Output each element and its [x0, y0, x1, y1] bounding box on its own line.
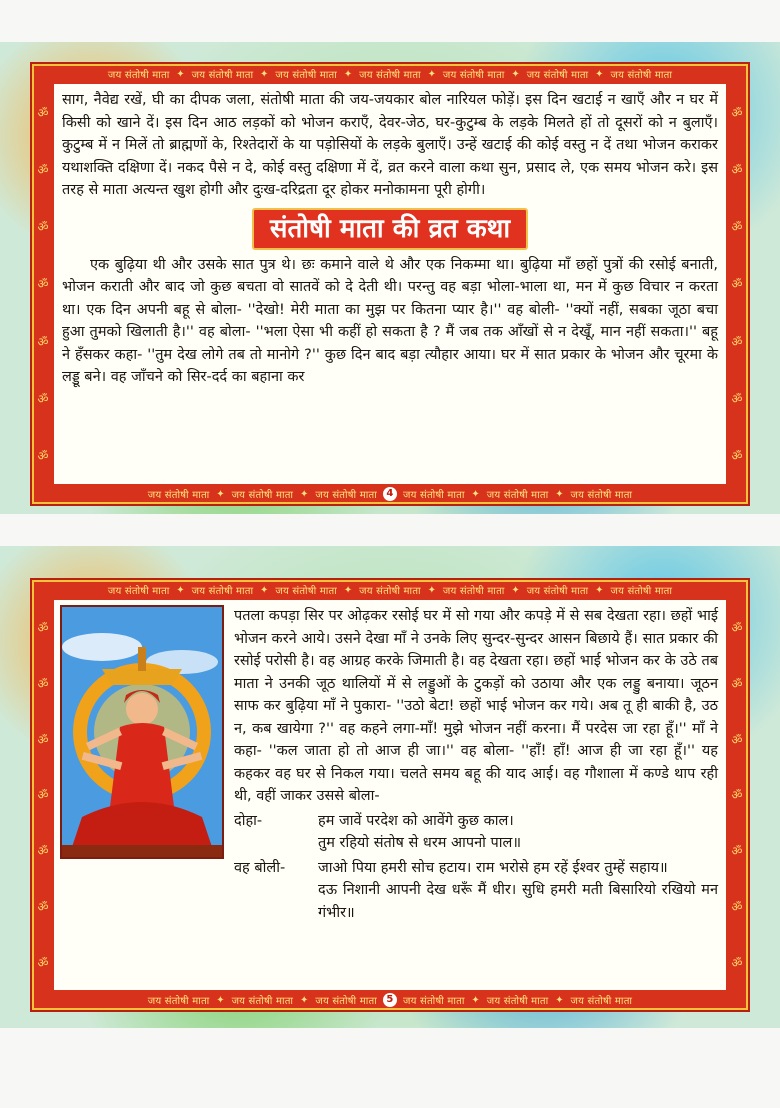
- verse-line: हम जावें परदेश को आवेंगे कुछ काल।: [318, 812, 514, 829]
- decorative-frame: [30, 578, 750, 1012]
- verse-label: दोहा-: [234, 812, 263, 829]
- om-border-left-icon: ॐ ॐ ॐ ॐ ॐ ॐ ॐ: [37, 621, 49, 970]
- booklet-page-4: [0, 42, 780, 514]
- verse-label: वह बोली-: [234, 859, 286, 876]
- intro-paragraph: साग, नैवेद्य रखें, घी का दीपक जला, संतोषी माता की जय-जयकार बोल नारियल फोड़ें। इस दिन खटाई न खाएँ और न घर में किसी को खाने दें। इस दिन आठ लड़कों को भोजन कराएँ, देवर-जेठ, घर-कुटुम्ब के लड़के मिलते हों तो दूसरों को न बुलाएँ। कुटुम्ब में न मिलें तो ब्राह्मणों के, रिश्तेदारों के या पड़ोसियों के लड़के बुलाएँ। उन्हें खटाई की कोई वस्तु न दें तथा भोजन कराकर यथाशक्ति दक्षिणा दें। नकद पैसे न दे, कोई वस्तु दक्षिणा में दें, व्रत करने वाला कथा सुन, प्रसाद ले, एक समय भोजन करे। इस तरह से माता अत्यन्त खुश होगी और दुःख-दरिद्रता दूर होकर मनोकामना पूरी होगी।: [62, 92, 718, 198]
- verse-doha: [234, 810, 718, 855]
- border-strip-top: जय संतोषी माता ✦ जय संतोषी माता ✦ जय संतोषी माता ✦ जय संतोषी माता ✦ जय संतोषी माता ✦ जय संतोषी माता ✦ जय संतोषी माता: [107, 68, 673, 81]
- page-number: 4: [383, 487, 397, 501]
- vrat-katha-heading: संतोषी माता की व्रत कथा: [252, 208, 528, 250]
- om-border-right-icon: ॐ ॐ ॐ ॐ ॐ ॐ ॐ: [731, 621, 743, 970]
- border-strip-bottom: जय संतोषी माता ✦ जय संतोषी माता ✦ जय संतोषी माता 5 जय संतोषी माता ✦ जय संतोषी माता ✦ जय संतोषी माता: [147, 994, 633, 1007]
- page-text-area: [54, 84, 726, 484]
- decorative-frame: [30, 62, 750, 506]
- om-border-right-icon: ॐ ॐ ॐ ॐ ॐ ॐ ॐ: [731, 106, 743, 463]
- goddess-santoshi-mata-image: [60, 605, 224, 859]
- verse-line: तुम रहियो संतोष से धरम आपनो पाल॥: [318, 835, 522, 851]
- om-border-left-icon: ॐ ॐ ॐ ॐ ॐ ॐ ॐ: [37, 106, 49, 463]
- page-text-area: [54, 600, 726, 990]
- page-number: 5: [383, 993, 397, 1007]
- border-strip-top: जय संतोषी माता ✦ जय संतोषी माता ✦ जय संतोषी माता ✦ जय संतोषी माता ✦ जय संतोषी माता ✦ जय संतोषी माता ✦ जय संतोषी माता: [107, 584, 673, 597]
- booklet-page-5: [0, 546, 780, 1028]
- story-paragraph: पतला कपड़ा सिर पर ओढ़कर रसोई घर में सो गया और कपड़े में से सब देखता रहा। छहों भाई भोजन करने आये। उसने देखा माँ ने उनके लिए सुन्दर-सुन्दर आसन बिछाये हैं। सात प्रकार की रसोई परोसी है। वह आग्रह करके जिमाती है। वह देखता रहा। छहों भाई भोजन कर के उठे तब माता ने उनकी जूठ थालियों में से लड्डुओं के टुकड़ों को उठाया और एक लड्डु बनाया। जूठन साफ कर बुढ़िया माँ ने पुकारा- ''उठो बेटा! छहों भाई भोजन कर गये। अब तू ही बाकी है, उठ न, कब खायेगा ?'' वह कहने लगा-माँ! मुझे भोजन नहीं करना। मैं परदेस जा रहा हूँ।'' माँ ने कहा- ''कल जाता हो तो आज ही जा।'' वह बोला- ''हाँ! हाँ! आज ही जा रहा हूँ।'' यह कहकर वह घर से निकल गया। चलते समय बहू की याद आई। वह गौशाला में कण्डे थाप रही थी, वहीं जाकर उससे बोला-: [234, 608, 718, 804]
- border-strip-bottom: जय संतोषी माता ✦ जय संतोषी माता ✦ जय संतोषी माता 4 जय संतोषी माता ✦ जय संतोषी माता ✦ जय संतोषी माता: [147, 488, 633, 501]
- verse-reply: [234, 857, 718, 925]
- verse-line: दऊ निशानी आपनी देख धरूँ मैं धीर। सुधि हमरी मती बिसारियो रखियो मन गंभीर॥: [318, 882, 718, 921]
- story-paragraph: एक बुढ़िया थी और उसके सात पुत्र थे। छः कमाने वाले थे और एक निकम्मा था। बुढ़िया माँ छहों पुत्रों की रसोई बनाती, भोजन कराती और बाद जो कुछ बचता वो सातवें को दे देती थी। परन्तु वह बड़ा भोला-भाला था, मन में कुछ विचार न करता था। एक दिन अपनी बहू से बोला- ''देखो! मेरी माता का मुझ पर कितना प्यार है।'' वह बोली- ''क्यों नहीं, सबका जूठा बचा हुआ तुमको खिलाती है।'' वह बोला- ''भला ऐसा भी कहीं हो सकता है ? मैं जब तक आँखों से न देखूँ, मान नहीं सकता।'' बहू ने हँसकर कहा- ''तुम देख लोगे तब तो मानोगे ?'' कुछ दिन बाद बड़ा त्यौहार आया। घर में सात प्रकार के भोजन और चूरमा के लड्डू बने। वह जाँचने को सिर-दर्द का बहाना कर: [62, 256, 718, 385]
- verse-line: जाओ पिया हमरी सोच हटाय। राम भरोसे हम रहें ईश्वर तुम्हें सहाय॥: [318, 859, 668, 876]
